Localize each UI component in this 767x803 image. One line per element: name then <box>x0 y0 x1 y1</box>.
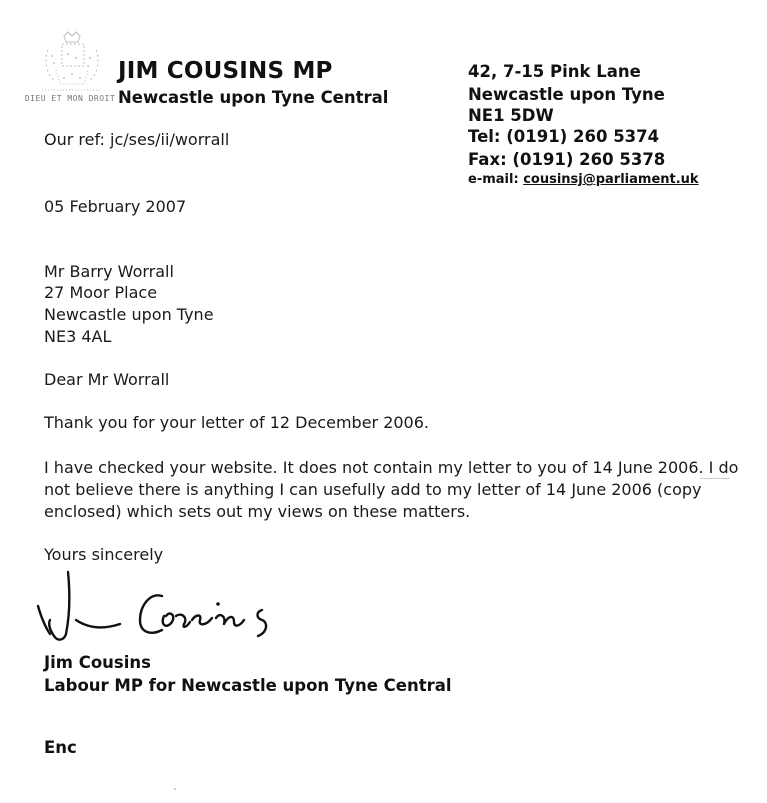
recipient-city: Newcastle upon Tyne <box>44 305 214 324</box>
handwritten-signature <box>36 562 296 648</box>
crest-logo <box>24 30 116 106</box>
address-line-2: Newcastle upon Tyne <box>468 85 665 104</box>
email-label: e-mail: <box>468 172 519 187</box>
paragraph-2: I have checked your website. It does not contain my letter to you of 14 June 2006. I do not believe there is anything I can usefully add to my letter of 14 June 2006 (copy enclosed) which sets out my views on these matters. <box>44 458 739 521</box>
mp-constituency: Newcastle upon Tyne Central <box>118 88 389 107</box>
fax: Fax: (0191) 260 5378 <box>468 150 666 169</box>
mp-name: JIM COUSINS MP <box>118 58 333 84</box>
paragraph-1: Thank you for your letter of 12 December 2006. <box>44 413 429 432</box>
email-link[interactable]: cousinsj@parliament.uk <box>523 172 699 187</box>
letter-date: 05 February 2007 <box>44 197 187 216</box>
telephone: Tel: (0191) 260 5374 <box>468 127 660 146</box>
recipient-name: Mr Barry Worrall <box>44 262 174 281</box>
crest-motto: DIEU ET MON DROIT <box>24 94 116 103</box>
closing: Yours sincerely <box>44 545 164 564</box>
signer-name: Jim Cousins <box>44 653 151 672</box>
email-line <box>468 172 699 187</box>
enclosure-note: Enc <box>44 738 77 757</box>
scan-mark <box>700 478 730 479</box>
recipient-street: 27 Moor Place <box>44 283 158 302</box>
signer-title: Labour MP for Newcastle upon Tyne Central <box>44 676 452 695</box>
address-line-1: 42, 7-15 Pink Lane <box>468 62 641 81</box>
recipient-postcode: NE3 4AL <box>44 327 112 346</box>
salutation: Dear Mr Worrall <box>44 370 170 389</box>
address-postcode: NE1 5DW <box>468 106 554 125</box>
our-reference: Our ref: jc/ses/ii/worrall <box>44 130 230 149</box>
scan-speck <box>174 788 176 790</box>
